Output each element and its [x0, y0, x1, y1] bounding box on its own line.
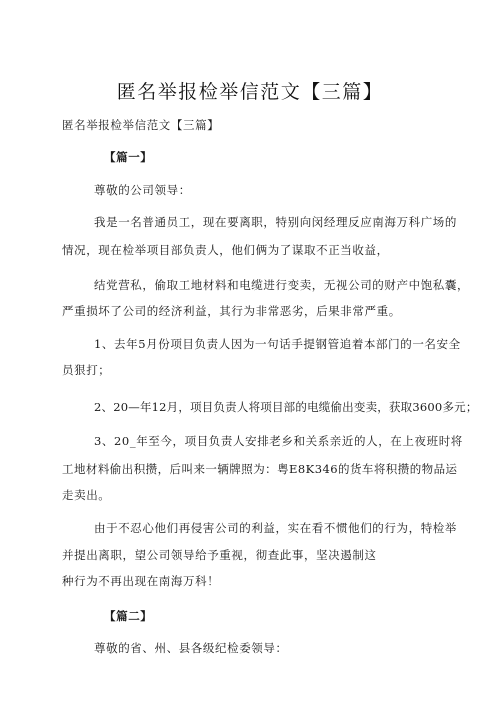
salutation-1: 尊敬的公司领导：	[94, 183, 191, 197]
paragraph-line: 并提出离职，望公司领导给予重视，彻查此事，坚决遏制这	[62, 548, 377, 562]
document-title: 匿名举报检举信范文【三篇】	[116, 81, 384, 103]
paragraph-line: 种行为不再出现在南海万科！	[62, 574, 220, 588]
section-heading-2: 【篇二】	[104, 609, 153, 623]
paragraph-line: 结党营私，偷取工地材料和电缆进行变卖，无视公司的财产中饱私囊，	[94, 278, 470, 292]
document-subtitle: 匿名举报检举信范文【三篇】	[62, 118, 220, 132]
paragraph-line: 情况，现在检举项目部负责人，他们俩为了谋取不正当收益，	[62, 243, 389, 257]
list-item-3-cont: 走卖出。	[62, 488, 111, 502]
paragraph-line: 严重损坏了公司的经济利益，其行为非常恶劣，后果非常严重。	[62, 304, 401, 318]
paragraph-line: 我是一名普通员工，现在要离职，特别向闵经理反应南海万科广场的	[94, 215, 457, 229]
paragraph-line: 由于不忍心他们再侵害公司的利益，实在看不惯他们的行为，特检举	[94, 521, 457, 535]
section-heading-1: 【篇一】	[104, 150, 153, 164]
list-item-1: 1、去年5月份项目负责人因为一句话手提钢管追着本部门的一名安全	[94, 337, 461, 351]
list-item-2: 2、20—年12月，项目负责人将项目部的电缆偷出变卖，获取3600多元；	[94, 400, 478, 414]
list-item-1-cont: 员狠打；	[62, 363, 111, 377]
list-item-3: 3、20_年至今，项目负责人安排老乡和关系亲近的人，在上夜班时将	[94, 434, 463, 448]
list-item-3-cont: 工地材料偷出积攒，后叫来一辆牌照为：粤E8K346的货车将积攒的物品运	[62, 462, 458, 476]
salutation-2: 尊敬的省、州、县各级纪检委领导：	[94, 641, 288, 655]
